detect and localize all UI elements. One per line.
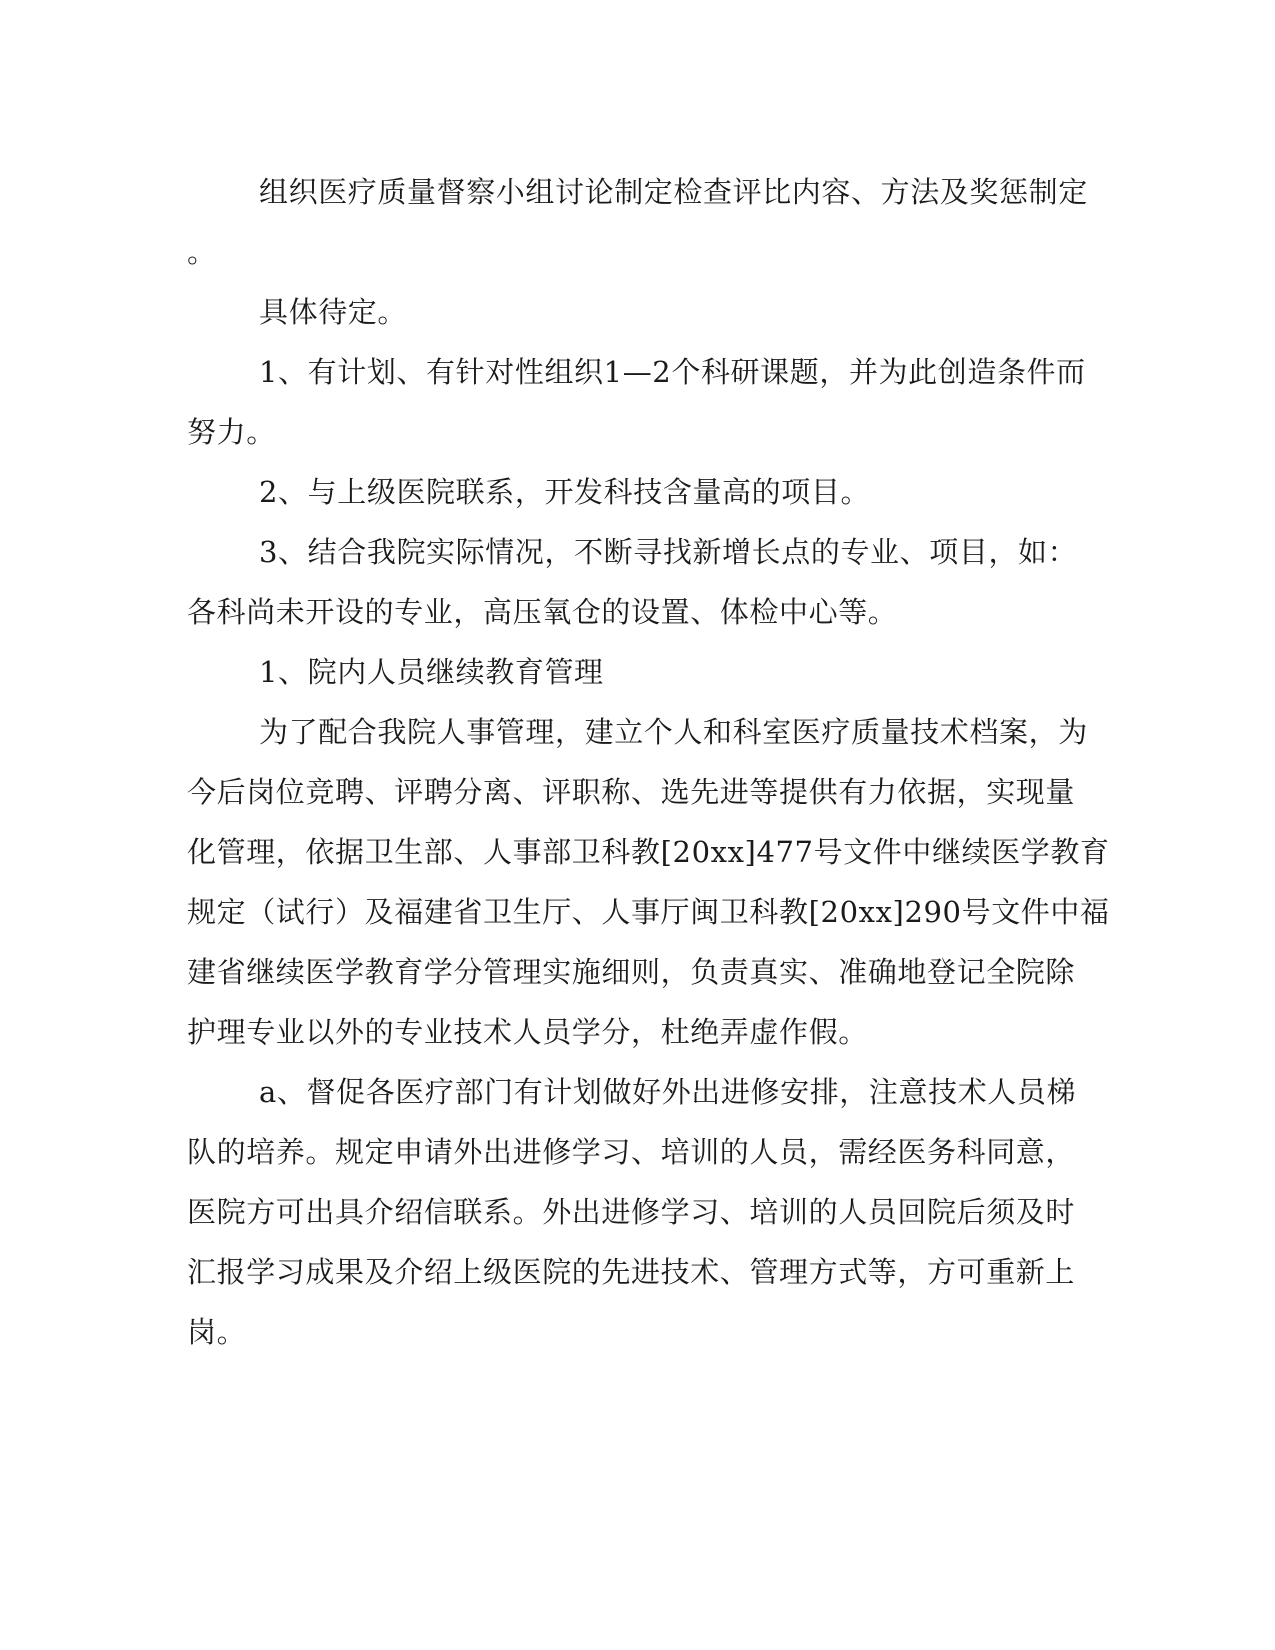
text-line: 具体待定。: [259, 295, 408, 329]
text-line: 1、有计划、有针对性组织1—2个科研课题，并为此创造条件而: [259, 355, 1086, 389]
text-line: 各科尚未开设的专业，高压氧仓的设置、体检中心等。: [187, 595, 898, 629]
text-line: a、督促各医疗部门有计划做好外出进修安排，注意技术人员梯: [259, 1075, 1077, 1109]
text-line: 化管理，依据卫生部、人事部卫科教[20xx]477号文件中继续医学教育: [187, 835, 1110, 869]
text-line: 今后岗位竞聘、评聘分离、评职称、选先进等提供有力依据，实现量: [187, 775, 1076, 809]
text-line: 。: [187, 235, 217, 269]
text-line: 规定（试行）及福建省卫生厅、人事厅闽卫科教[20xx]290号文件中福: [187, 895, 1110, 929]
text-line: 建省继续医学教育学分管理实施细则，负责真实、准确地登记全院除: [187, 955, 1076, 989]
text-line: 为了配合我院人事管理，建立个人和科室医疗质量技术档案，为: [259, 715, 1088, 749]
document-body: [187, 162, 1110, 1362]
text-line: 3、结合我院实际情况，不断寻找新增长点的专业、项目，如：: [259, 535, 1078, 569]
text-line: 2、与上级医院联系，开发科技含量高的项目。: [259, 475, 871, 509]
section-heading: 1、院内人员继续教育管理: [259, 655, 604, 689]
text-line: 岗。: [187, 1315, 247, 1349]
text-line: 努力。: [187, 415, 276, 449]
text-line: 组织医疗质量督察小组讨论制定检查评比内容、方法及奖惩制定: [259, 175, 1088, 209]
text-line: 护理专业以外的专业技术人员学分，杜绝弄虚作假。: [187, 1015, 868, 1049]
text-line: 医院方可出具介绍信联系。外出进修学习、培训的人员回院后须及时: [187, 1195, 1076, 1229]
text-line: 队的培养。规定申请外出进修学习、培训的人员，需经医务科同意，: [187, 1135, 1076, 1169]
text-line: 汇报学习成果及介绍上级医院的先进技术、管理方式等，方可重新上: [187, 1255, 1076, 1289]
